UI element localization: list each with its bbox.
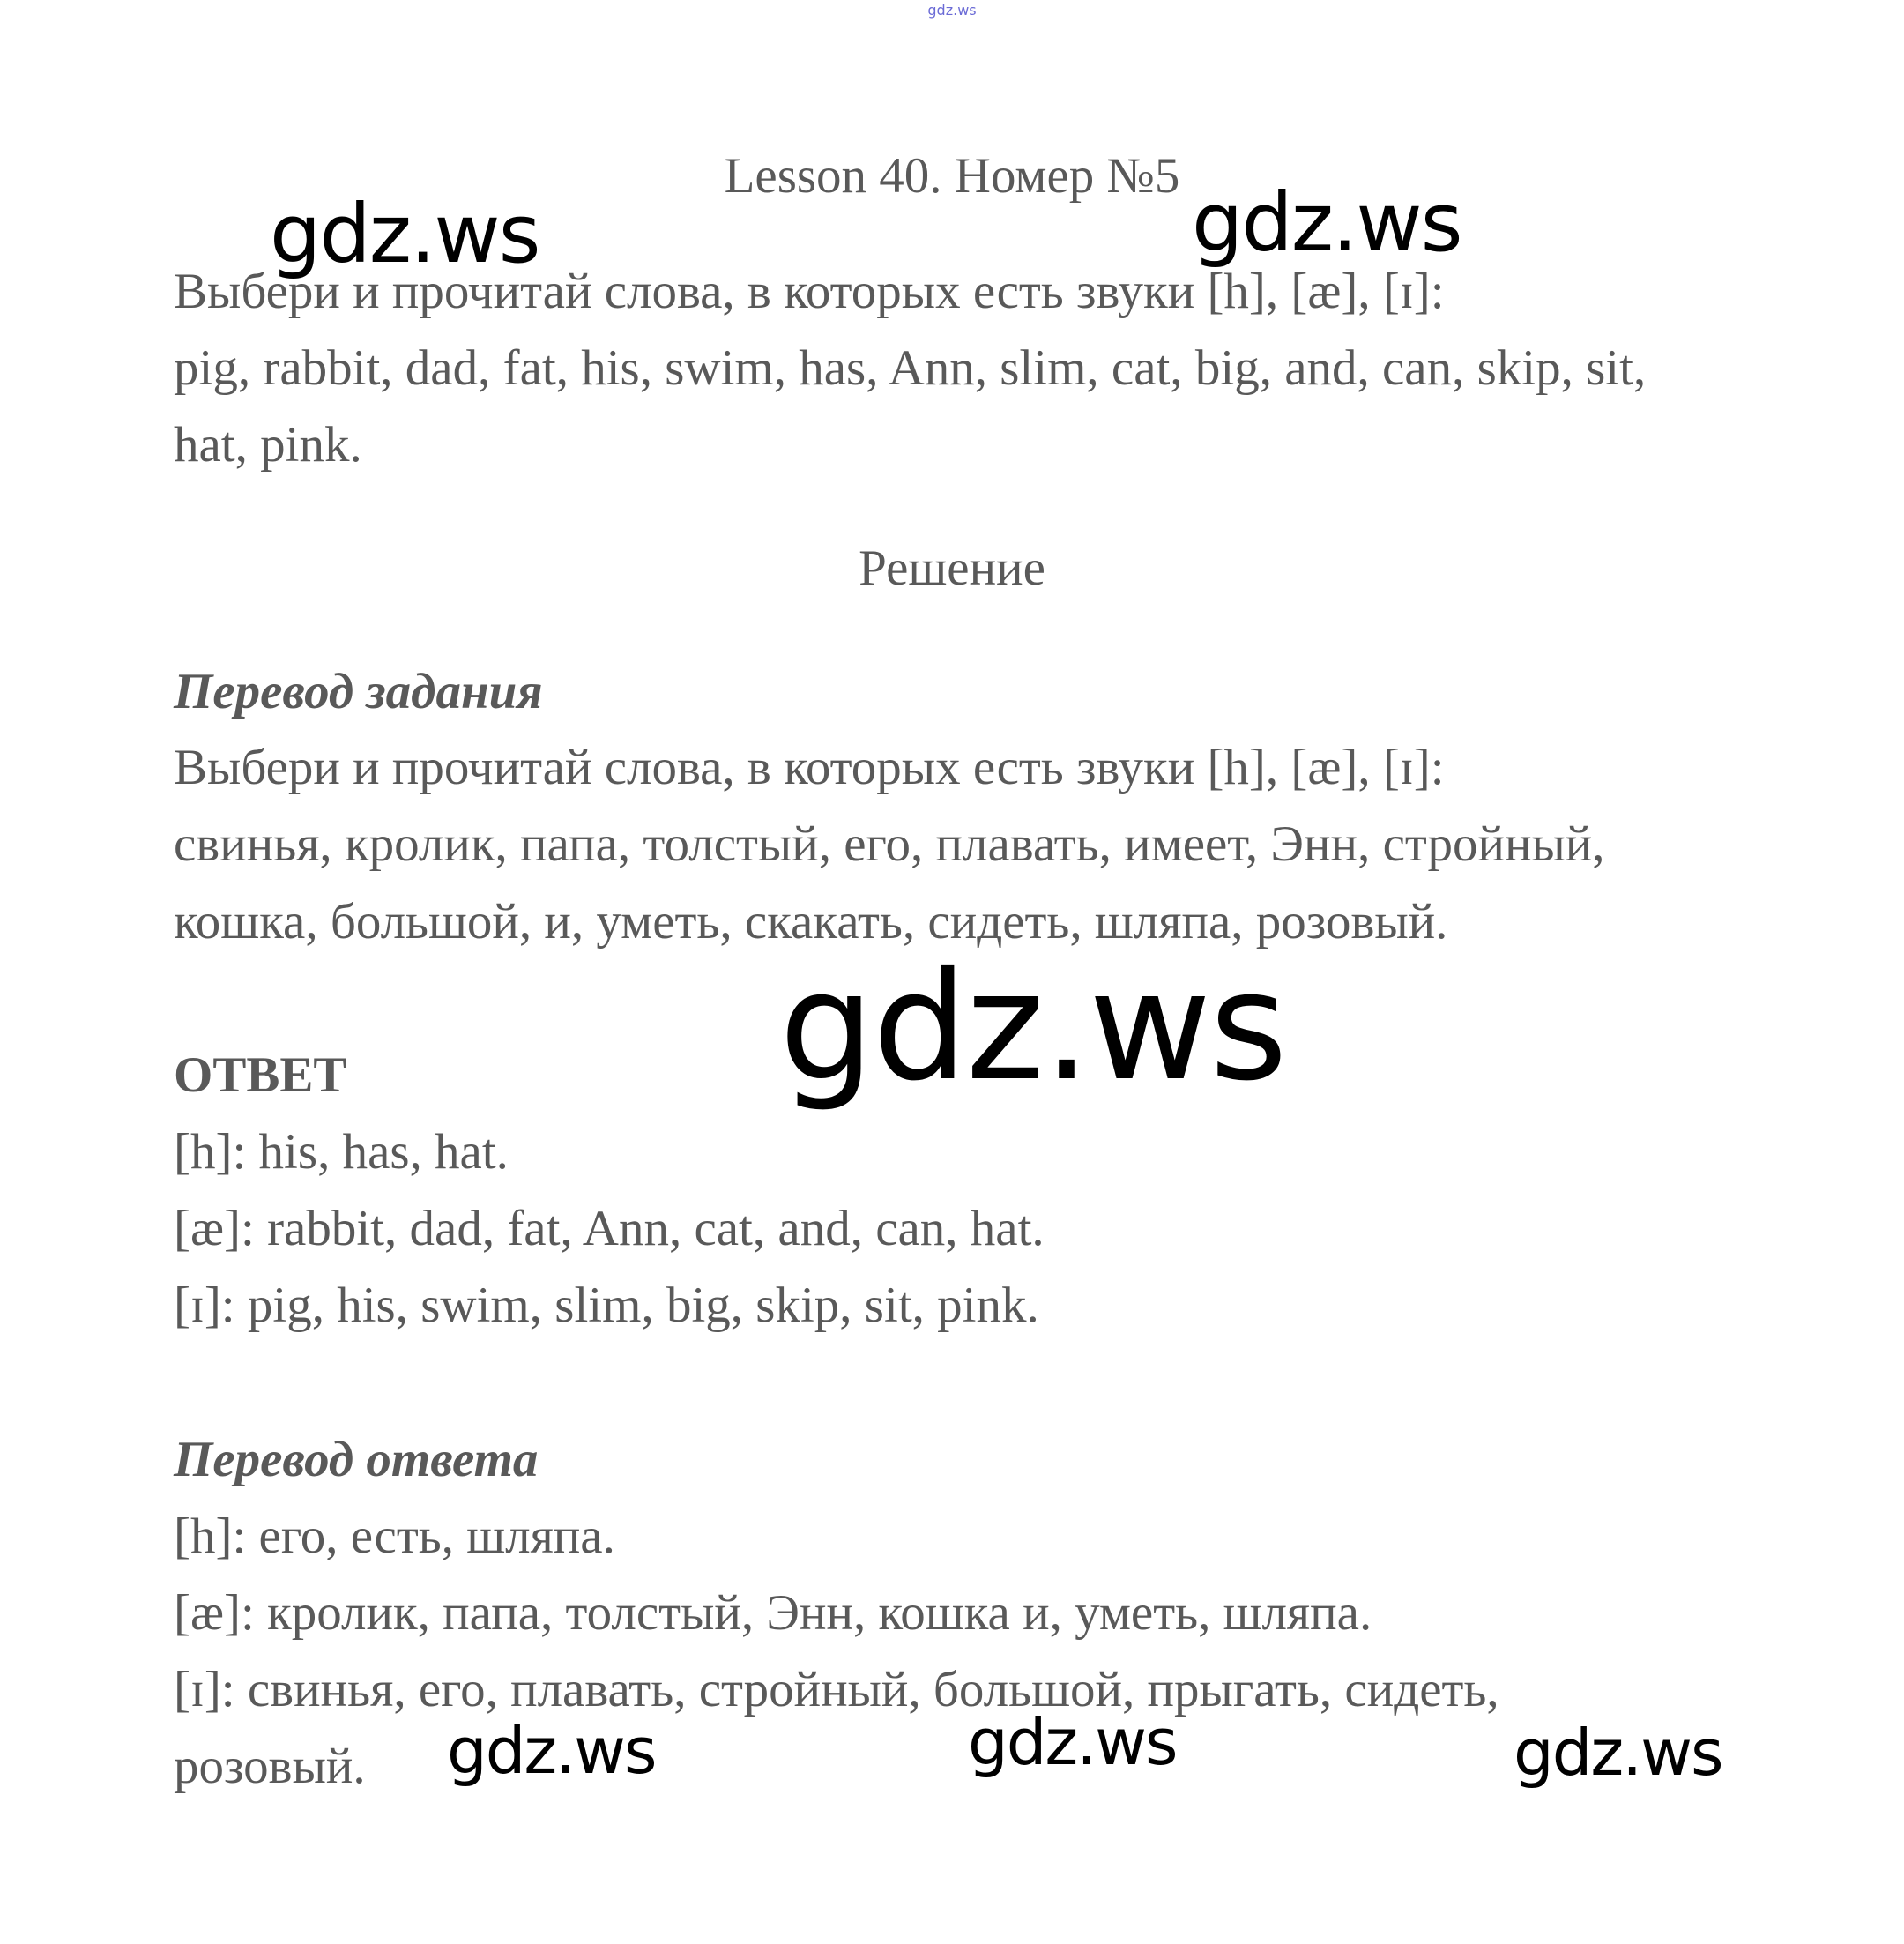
task-translation-line-2: свинья, кролик, папа, толстый, его, плавать, имеет, Энн, стройный,: [174, 816, 1605, 872]
task-translation-heading: Перевод задания: [174, 664, 543, 719]
watermark: gdz.ws: [1192, 175, 1461, 270]
top-watermark: gdz.ws: [927, 2, 977, 19]
task-translation-line-3: кошка, большой, и, уметь, скакать, сидеть, шляпа, розовый.: [174, 894, 1448, 950]
answer-line-3: [ɪ]: pig, his, swim, slim, big, skip, sit, pink.: [174, 1277, 1039, 1333]
task-translation-line-1: Выбери и прочитай слова, в которых есть звуки [h], [æ], [ɪ]:: [174, 740, 1445, 795]
watermark: gdz.ws: [779, 940, 1286, 1114]
task-line-2: pig, rabbit, dad, fat, his, swim, has, Ann, slim, cat, big, and, can, skip, sit,: [174, 340, 1647, 396]
answer-translation-line-1: [h]: его, есть, шляпа.: [174, 1508, 615, 1564]
task-line-3: hat, pink.: [174, 417, 362, 473]
page-title: Lesson 40. Номер №5: [724, 148, 1180, 204]
watermark: gdz.ws: [968, 1705, 1177, 1779]
watermark: gdz.ws: [270, 187, 539, 281]
solution-heading: Решение: [859, 540, 1045, 596]
answer-line-1: [h]: his, has, hat.: [174, 1124, 509, 1180]
answer-translation-line-2: [æ]: кролик, папа, толстый, Энн, кошка и, уметь, шляпа.: [174, 1585, 1372, 1641]
answer-translation-heading: Перевод ответа: [174, 1432, 539, 1487]
answer-translation-line-4: розовый.: [174, 1739, 366, 1794]
watermark: gdz.ws: [1514, 1716, 1722, 1790]
answer-heading: ОТВЕТ: [174, 1047, 347, 1103]
watermark: gdz.ws: [447, 1714, 656, 1788]
answer-translation-line-3: [ɪ]: свинья, его, плавать, стройный, большой, прыгать, сидеть,: [174, 1662, 1499, 1717]
task-line-1: Выбери и прочитай слова, в которых есть звуки [h], [æ], [ɪ]:: [174, 264, 1445, 319]
answer-line-2: [æ]: rabbit, dad, fat, Ann, cat, and, can, hat.: [174, 1201, 1045, 1256]
